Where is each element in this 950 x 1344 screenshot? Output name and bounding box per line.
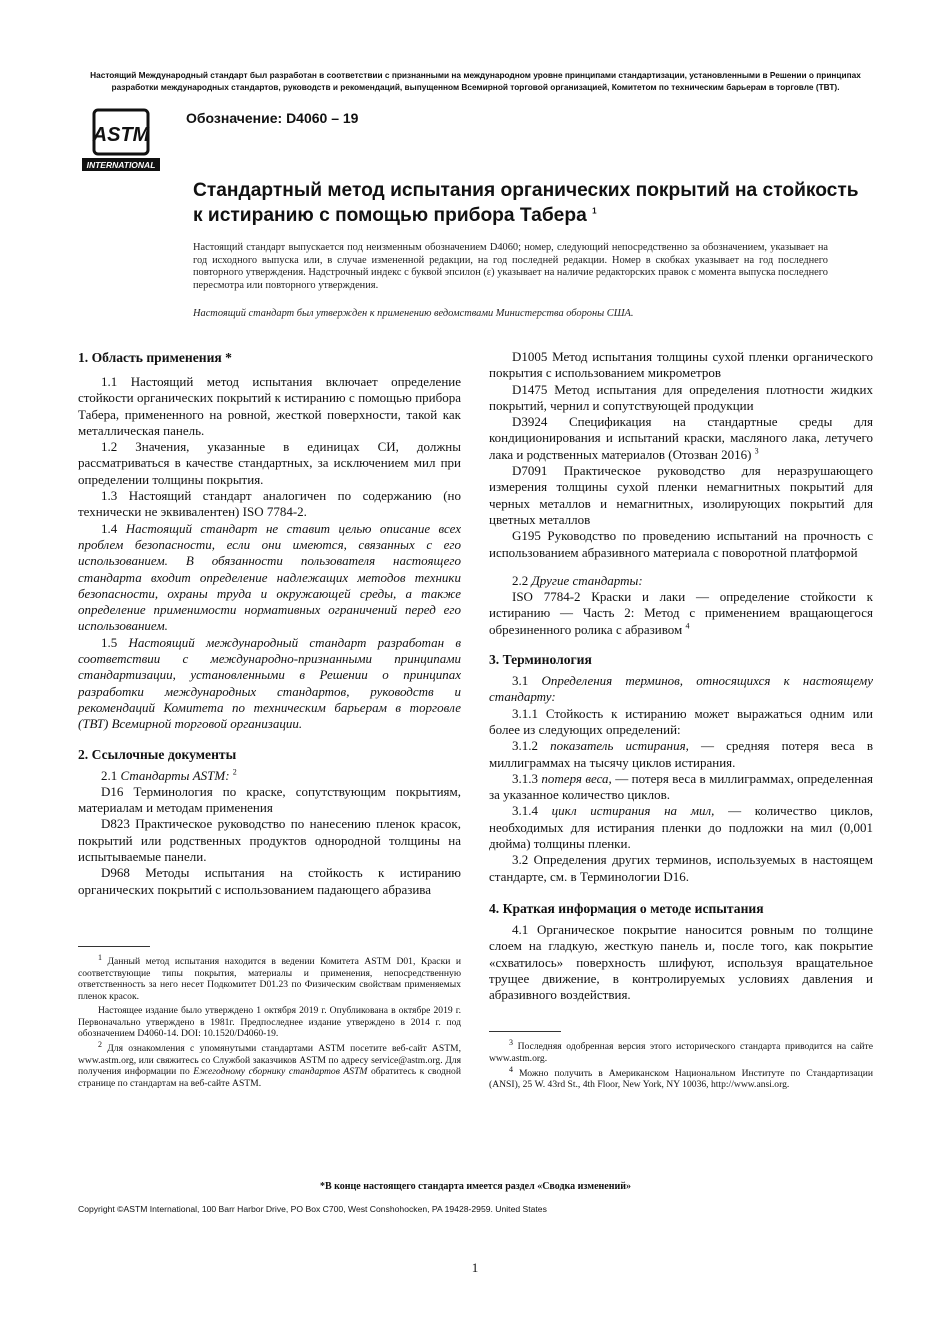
paragraph-2-2: 2.2 Другие стандарты: — [512, 572, 643, 588]
summary-of-changes-note: *В конце настоящего стандарта имеется раздел «Сводка изменений» — [319, 1181, 632, 1192]
footnote-2: $^2$ Для ознакомления с упомянутыми стандартами ASTM посетите веб-сайт ASTM, www.astm.org, или свяжитесь со Службой заказчиков ASTM по адресу service@astm.org. Для получения информации по Ежегодному сборнику стандартов ASTM обратитесь к сводной странице по стандартам на веб-сайте ASTM. — [78, 1039, 461, 1089]
footnote-3: $^3$ Последняя одобренная версия этого исторического стандарта приводится на сайте www.astm.org. — [489, 1038, 873, 1064]
designation: Обозначение: D4060 – 19 — [186, 110, 359, 126]
copyright-line: Copyright ©ASTM International, 100 Barr Harbor Drive, PO Box C700, West Conshohocken, PA 19428-2959. United States — [78, 1204, 547, 1214]
footnote-1-edition: Настоящее издание было утверждено 1 октября 2019 г. Опубликована в октябре 2019 г. Первоначально утверждено в 1981г. Предпоследнее издание утверждено в 2014 г. под обозначением D4060-14. DOI: 10.1520/D4060-19. — [78, 1005, 461, 1040]
paragraph-3-1: 3.1 Определения терминов, относящихся к настоящему стандарту: — [489, 673, 874, 705]
title-footnote-mark: 1 — [592, 206, 597, 216]
section-1-heading: 1. Область применения * — [78, 350, 232, 365]
paragraph-1-5: 1.5 Настоящий международный стандарт разработан в соответствии с международно-признанными принципами стандартизации, установленными в Решении о принципах разработки международных стандартов, руководств и рекомендаций Комитета по техническим барьерам в торговле (ТВТ) Всемирной торговой организации. — [78, 634, 461, 732]
paragraph-3-1-2: 3.1.2 показатель истирания, — средняя потеря веса в миллиграммах на тысячу циклов истирания. — [489, 738, 874, 770]
footnote-rule-left — [78, 946, 150, 947]
paragraph-2-1: 2.1 Стандарты ASTM: $^2$ — [101, 767, 237, 783]
paragraph-1-3: 1.3 Настоящий стандарт аналогичен по содержанию (но технически не эквивалентен) ISO 7784-2. — [78, 488, 461, 520]
paragraph-3-1-3: 3.1.3 потеря веса, — потеря веса в миллиграммах, определенная за указанное количество циклов. — [489, 770, 873, 803]
reference-d823: D823 Практическое руководство по нанесению пленок красок, покрытий или родственных продуктов однородной толщины на испытываемые панели. — [78, 816, 461, 865]
footnote-rule-right — [489, 1031, 561, 1032]
reference-g195: G195 Руководство по проведению испытаний на прочность с использованием абразивного материала с поворотной платформой — [489, 528, 873, 560]
paragraph-1-1: 1.1 Настоящий метод испытания включает определение стойкости органических покрытий к истиранию с помощью прибора Табера, примененного на ровной, жесткой поверхности, такой как металлическая панель. — [78, 374, 461, 438]
logo-text: ASTM — [92, 124, 150, 146]
right-column — [489, 349, 873, 1091]
publication-note: Настоящий стандарт выпускается под неизменным обозначением D4060; номер, следующий непосредственно за обозначением, указывает на год исходного выпуска или, в случае измененной редакции, на год последней редакции. Номер в скобках указывает на год последнего повторного утверждения. Надстрочный индекс с буквой эпсилон (ε) указывает на наличие редакторских правок с момента выпуска последнего пересмотра или повторного утверждения. — [193, 242, 828, 291]
section-3-heading: 3. Терминология — [489, 652, 592, 668]
astm-logo — [80, 108, 162, 174]
paragraph-3-2: 3.2 Определения других терминов, используемых в настоящем стандарте, см. в Терминологии D16. — [489, 852, 873, 884]
left-column — [78, 349, 461, 1089]
logo-subtext: INTERNATIONAL — [86, 160, 156, 170]
standards-notice: Настоящий Международный стандарт был разработан в соответствии с признанными на международном уровне принципами стандартизации, установленными в Решении о принципах разработки международных стандартов, руководств и рекомендаций, выпущенном Всемирной торговой организацией, Комитетом по техническим барьерам в торговле (ТВТ). — [90, 70, 861, 92]
footnotes-left — [78, 952, 461, 1090]
title-text: Стандартный метод испытания органических покрытий на стойкость к истиранию с помощью прибора Табера — [193, 180, 859, 226]
reference-d7091: D7091 Практическое руководство для неразрушающего измерения толщины сухой пленки немагнитных покрытий для черных металлов и немагнитных, изолирующих покрытий для цветных металлов — [489, 463, 873, 527]
reference-d16: D16 Терминология по краске, сопутствующим покрытиям, материалам и методам применения — [78, 783, 461, 816]
reference-d968: D968 Методы испытания на стойкость к истиранию органических покрытий с использованием падающего абразива — [78, 865, 461, 897]
footnotes-right — [489, 1038, 873, 1091]
reference-d3924: D3924 Спецификация на стандартные среды для кондиционирования и испытаний краски, масляного лака, летучего лака и родственных материалов (Отозван 2016) $^3$ — [489, 414, 873, 462]
page-title — [193, 178, 873, 228]
paragraph-3-1-4: 3.1.4 цикл истирания на мил, — количество циклов, необходимых для истирания пленки до подложки на мил (0,001 дюйма) толщины пленки. — [489, 803, 874, 852]
footnote-4: $^4$ Можно получить в Американском Национальном Институте по Стандартизации (ANSI), 25 W. 43rd St., 4th Floor, New York, NY 10036, http://www.ansi.org. — [489, 1064, 873, 1091]
paragraph-1-2: 1.2 Значения, указанные в единицах СИ, должны рассматриваться в качестве стандартных, за исключением мил при определении толщины покрытия. — [78, 439, 461, 487]
section-2-heading: 2. Ссылочные документы — [78, 746, 237, 762]
paragraph-3-1-1: 3.1.1 Стойкость к истиранию может выражаться одним или более из следующих определений: — [489, 705, 873, 737]
reference-d1005: D1005 Метод испытания толщины сухой пленки органического покрытия с использованием микрометров — [489, 349, 873, 381]
footnote-1: $^1$ Данный метод испытания находится в ведении Комитета ASTM D01, Краски и соответствующие типы покрытия, материалы и применения, непосредственную ответственность за него несет Подкомитет D01.23 по Физическим свойствам применяемых пленок красок. — [78, 952, 461, 1002]
paragraph-4-1: 4.1 Органическое покрытие наносится ровным по толщине слоем на гладкую, жесткую панель и, после того, как покрытие «схватилось» поверхность шлифуют, используя вращательное трущее движение, в контролируемых условиях давления и абразивного воздействия. — [489, 921, 873, 1003]
section-4-heading: 4. Краткая информация о методе испытания — [489, 900, 764, 916]
reference-d1475: D1475 Метод испытания для определения плотности жидких покрытий, чернил и сопутствующей продукции — [489, 381, 873, 413]
reference-iso-7784-2: ISO 7784-2 Краски и лаки — определение стойкости к истиранию — Часть 2: Метод с применением вращающегося обрезиненного ролика с абразивом $^4$ — [489, 589, 873, 637]
page-number: 1 — [471, 1260, 479, 1275]
paragraph-1-4: 1.4 Настоящий стандарт не ставит целью описание всех проблем безопасности, если они имеются, связанных с его использованием. В обязанности пользователя настоящего стандарта входит определение надлежащих методов техники безопасности, охраны труда и окружающей среды, а также определение применимости нормативных ограничений перед его использованием. — [78, 520, 461, 634]
dod-approval-note: Настоящий стандарт был утвержден к применению ведомствами Министерства обороны США. — [193, 308, 634, 319]
